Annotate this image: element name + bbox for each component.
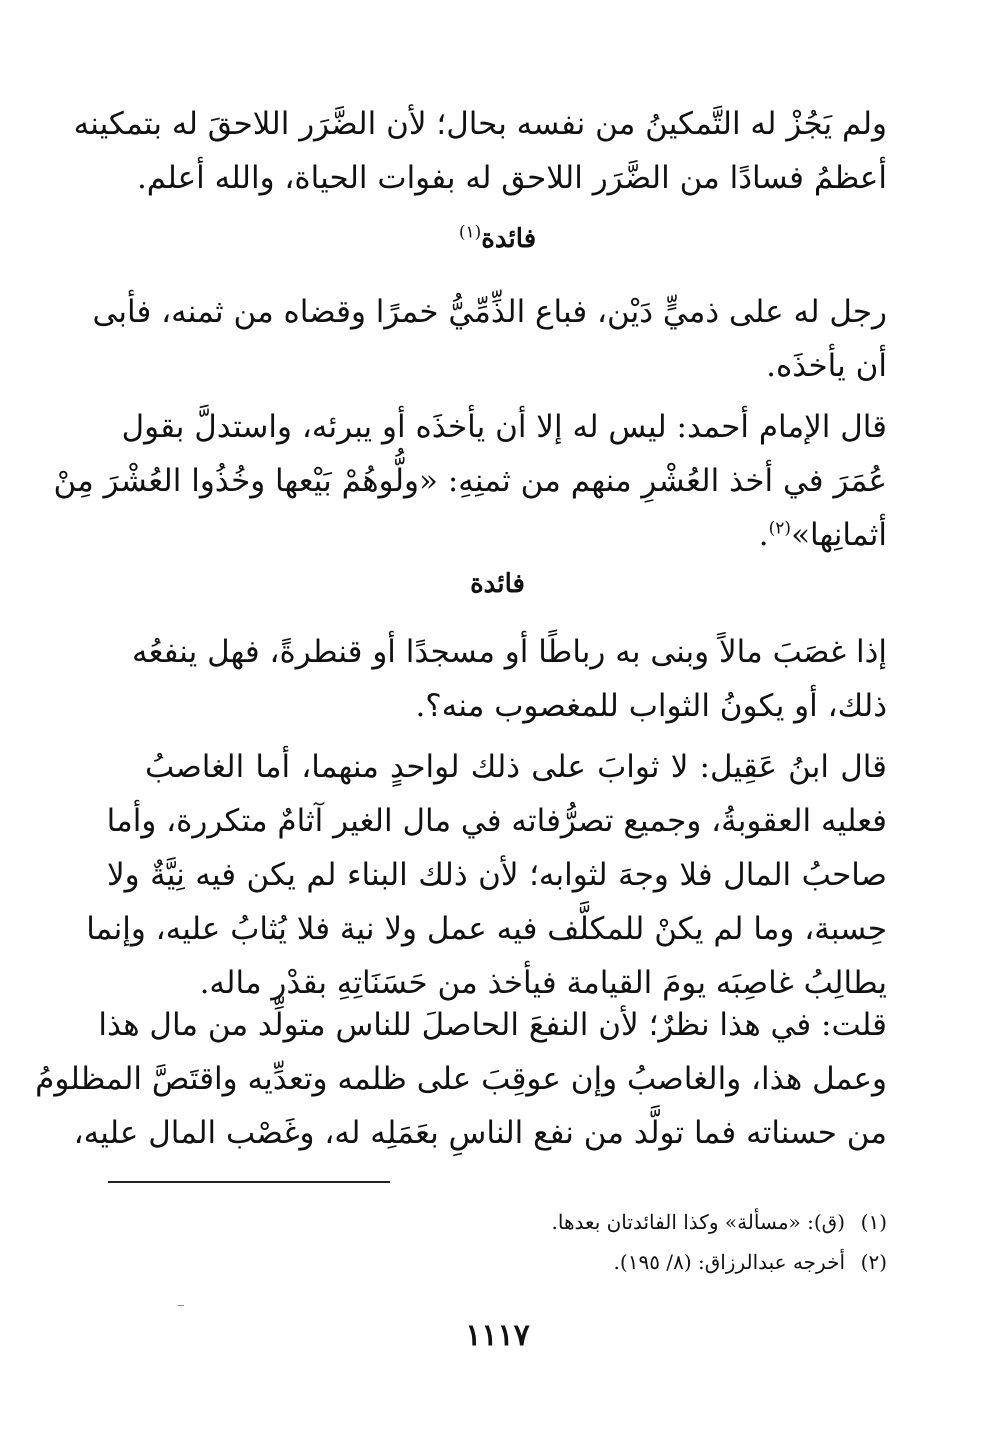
footnote-number: (٢): [860, 1250, 887, 1274]
text-line: قلت: في هذا نظرٌ؛ لأن النفعَ الحاصلَ للناس متولِّد من مال هذا: [98, 1007, 887, 1043]
page-number: ١١١٧: [465, 1318, 530, 1353]
text-line: وعمل هذا، والغاصبُ وإن عوقِبَ على ظلمه وتعدِّيه واقتَصَّ المظلومُ: [35, 1061, 887, 1097]
scan-speck: [178, 1305, 184, 1306]
text-line: ذلك، أو يكونُ الثواب للمغصوب منه؟.: [415, 688, 887, 724]
footnote: [107, 1247, 887, 1277]
text-line: أن يأخذَه.: [766, 348, 887, 384]
footnote: [107, 1207, 887, 1237]
text-line: إذا غصَبَ مالاً وبنى به رباطًا أو مسجدًا أو قنطرةً، فهل ينفعُه: [132, 634, 887, 670]
text-line: يطالِبُ غاصِبَه يومَ القيامة فيأخذ من حَسَنَاتِهِ بقدْر ماله.: [199, 965, 887, 1001]
footnote-marker: (٢): [768, 518, 792, 539]
footnote-text: أخرجه عبدالرزاق: (٨/ ١٩٥).: [613, 1250, 845, 1274]
text-line: حِسبة، وما لم يكنْ للمكلَّف فيه عمل ولا نية فلا يُثابُ عليه، وإنما: [86, 911, 887, 947]
text-line: ولم يَجُزْ له التَّمكينُ من نفسه بحال؛ لأن الضَّرَر اللاحقَ له بتمكينه: [73, 106, 887, 142]
footnote-marker: (١): [458, 222, 482, 243]
heading-text: فائدة: [481, 224, 537, 254]
section-heading: فائدة: [470, 569, 525, 599]
section-heading: [0, 222, 995, 256]
text-segment: .: [758, 517, 769, 553]
text-line: قال ابنُ عَقِيل: لا ثوابَ على ذلك لواحدٍ منهما، أما الغاصبُ: [145, 749, 887, 785]
footnote-separator: [108, 1181, 390, 1183]
text-line: صاحبُ المال فلا وجهَ لثوابه؛ لأن ذلك البناء لم يكن فيه نِيَّةٌ ولا: [107, 857, 887, 893]
text-line: أعظمُ فسادًا من الضَّرَر اللاحق له بفوات الحياة، والله أعلم.: [136, 160, 887, 196]
text-line: فعليه العقوبةُ، وجميع تصرُّفاته في مال الغير آثامٌ متكررة، وأما: [106, 803, 887, 839]
text-line: عُمَرَ في أخذ العُشْرِ منهم من ثمنِهِ: «ولُّوهُمْ بَيْعها وخُذُوا العُشْرَ مِنْ: [53, 463, 887, 499]
text-line: من حسناته فما تولَّد من نفع الناسِ بعَمَلِه له، وغَصْب المال عليه،: [73, 1115, 887, 1151]
footnote-text: (ق): «مسألة» وكذا الفائدتان بعدها.: [551, 1210, 845, 1234]
text-line: قال الإمام أحمد: ليس له إلا أن يأخذَه أو يبرئه، واستدلَّ بقول: [121, 409, 887, 445]
footnote-number: (١): [860, 1210, 887, 1234]
text-line: رجل له على ذميٍّ دَيْن، فباع الذِّمِّيُّ خمرًا وقضاه من ثمنه، فأبى: [92, 294, 887, 330]
text-segment: أثمانِها»: [791, 517, 887, 553]
text-line: [107, 513, 887, 557]
